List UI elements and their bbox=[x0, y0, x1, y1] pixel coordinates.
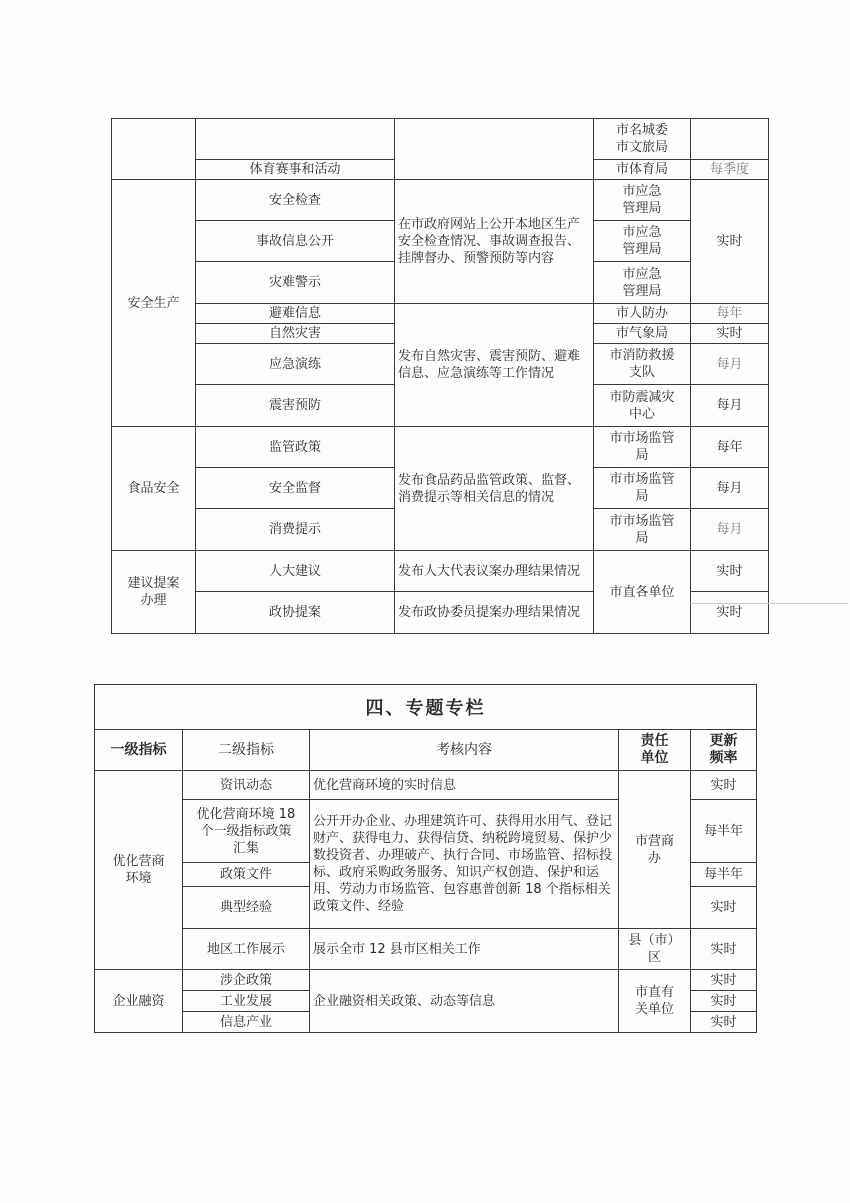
unit-cell: 市体育局 bbox=[594, 160, 691, 180]
pink-mark bbox=[690, 603, 848, 604]
header-level1: 一级指标 bbox=[95, 730, 183, 771]
unit-cell: 市直各单位 bbox=[594, 551, 691, 634]
item-cell: 灾难警示 bbox=[196, 262, 395, 304]
item-cell: 事故信息公开 bbox=[196, 221, 395, 262]
unit-cell: 市市场监管 局 bbox=[594, 427, 691, 468]
freq-cell: 实时 bbox=[691, 929, 757, 970]
item-cell: 资讯动态 bbox=[183, 771, 310, 800]
item-cell: 消费提示 bbox=[196, 509, 395, 551]
content-cell: 发布人大代表议案办理结果情况 bbox=[395, 551, 594, 592]
category-safety: 安全生产 bbox=[112, 180, 196, 427]
unit-cell: 市应急 管理局 bbox=[594, 180, 691, 221]
freq-cell: 每月 bbox=[691, 509, 769, 551]
unit-cell: 市名城委 市文旅局 bbox=[594, 119, 691, 160]
item-cell: 安全监督 bbox=[196, 468, 395, 509]
unit-cell: 市应急 管理局 bbox=[594, 262, 691, 304]
category-biz: 优化营商 环境 bbox=[95, 771, 183, 970]
item-cell: 安全检查 bbox=[196, 180, 395, 221]
freq-cell: 实时 bbox=[691, 592, 769, 634]
freq-cell: 每年 bbox=[691, 427, 769, 468]
header-unit: 责任 单位 bbox=[619, 730, 691, 771]
freq-cell: 每月 bbox=[691, 468, 769, 509]
header-level2: 二级指标 bbox=[183, 730, 310, 771]
item-cell: 应急演练 bbox=[196, 344, 395, 385]
category-proposal: 建议提案 办理 bbox=[112, 551, 196, 634]
cell bbox=[691, 119, 769, 160]
unit-cell: 市人防办 bbox=[594, 304, 691, 324]
section-title: 四、专题专栏 bbox=[94, 684, 757, 729]
item-cell: 信息产业 bbox=[183, 1012, 310, 1033]
item-cell: 人大建议 bbox=[196, 551, 395, 592]
content-cell: 发布政协委员提案办理结果情况 bbox=[395, 592, 594, 634]
item-cell: 地区工作展示 bbox=[183, 929, 310, 970]
content-cell: 在市政府网站上公开本地区生产安全检查情况、事故调查报告、挂牌督办、预警预防等内容 bbox=[395, 180, 594, 304]
item-cell: 政策文件 bbox=[183, 863, 310, 887]
unit-cell: 市直有 关单位 bbox=[619, 970, 691, 1033]
unit-cell: 市防震减灾 中心 bbox=[594, 385, 691, 427]
category-fin: 企业融资 bbox=[95, 970, 183, 1033]
item-cell: 典型经验 bbox=[183, 887, 310, 929]
content-cell: 展示全市 12 县市区相关工作 bbox=[310, 929, 619, 970]
item-cell: 涉企政策 bbox=[183, 970, 310, 991]
freq-cell: 每月 bbox=[691, 385, 769, 427]
table-section4 bbox=[94, 729, 757, 1033]
freq-cell: 每季度 bbox=[691, 160, 769, 180]
freq-cell: 每半年 bbox=[691, 800, 757, 863]
freq-cell: 实时 bbox=[691, 991, 757, 1012]
item-cell: 优化营商环境 18 个一级指标政策 汇集 bbox=[183, 800, 310, 863]
item-cell: 震害预防 bbox=[196, 385, 395, 427]
item-cell: 政协提案 bbox=[196, 592, 395, 634]
table-continued bbox=[111, 118, 769, 634]
content-cell: 优化营商环境的实时信息 bbox=[310, 771, 619, 800]
content-cell: 企业融资相关政策、动态等信息 bbox=[310, 970, 619, 1033]
cell bbox=[196, 119, 395, 160]
unit-cell: 县（市） 区 bbox=[619, 929, 691, 970]
item-cell: 体育赛事和活动 bbox=[196, 160, 395, 180]
freq-cell: 实时 bbox=[691, 324, 769, 344]
item-cell: 自然灾害 bbox=[196, 324, 395, 344]
freq-cell: 每半年 bbox=[691, 863, 757, 887]
unit-cell: 市市场监管 局 bbox=[594, 468, 691, 509]
unit-cell: 市营商 办 bbox=[619, 771, 691, 929]
freq-cell: 实时 bbox=[691, 180, 769, 304]
unit-cell: 市消防救援 支队 bbox=[594, 344, 691, 385]
freq-cell: 实时 bbox=[691, 771, 757, 800]
freq-cell: 实时 bbox=[691, 551, 769, 592]
cell bbox=[395, 119, 594, 180]
header-freq: 更新 频率 bbox=[691, 730, 757, 771]
freq-cell: 每月 bbox=[691, 344, 769, 385]
freq-cell: 实时 bbox=[691, 970, 757, 991]
freq-cell: 每年 bbox=[691, 304, 769, 324]
cell bbox=[112, 119, 196, 180]
unit-cell: 市气象局 bbox=[594, 324, 691, 344]
unit-cell: 市应急 管理局 bbox=[594, 221, 691, 262]
category-food: 食品安全 bbox=[112, 427, 196, 551]
item-cell: 避难信息 bbox=[196, 304, 395, 324]
content-cell: 发布食品药品监管政策、监督、消费提示等相关信息的情况 bbox=[395, 427, 594, 551]
freq-cell: 实时 bbox=[691, 1012, 757, 1033]
item-cell: 工业发展 bbox=[183, 991, 310, 1012]
freq-cell: 实时 bbox=[691, 887, 757, 929]
header-content: 考核内容 bbox=[310, 730, 619, 771]
content-cell: 发布自然灾害、震害预防、避难信息、应急演练等工作情况 bbox=[395, 304, 594, 427]
content-cell: 公开开办企业、办理建筑许可、获得用水用气、登记财产、获得电力、获得信贷、纳税跨境贸易、保护少数投资者、办理破产、执行合同、市场监管、招标投标、政府采购政务服务、知识产权创造、保护和运用、劳动力市场监管、包容惠普创新 18 个指标相关政策文件、经验 bbox=[310, 800, 619, 929]
unit-cell: 市市场监管 局 bbox=[594, 509, 691, 551]
item-cell: 监管政策 bbox=[196, 427, 395, 468]
